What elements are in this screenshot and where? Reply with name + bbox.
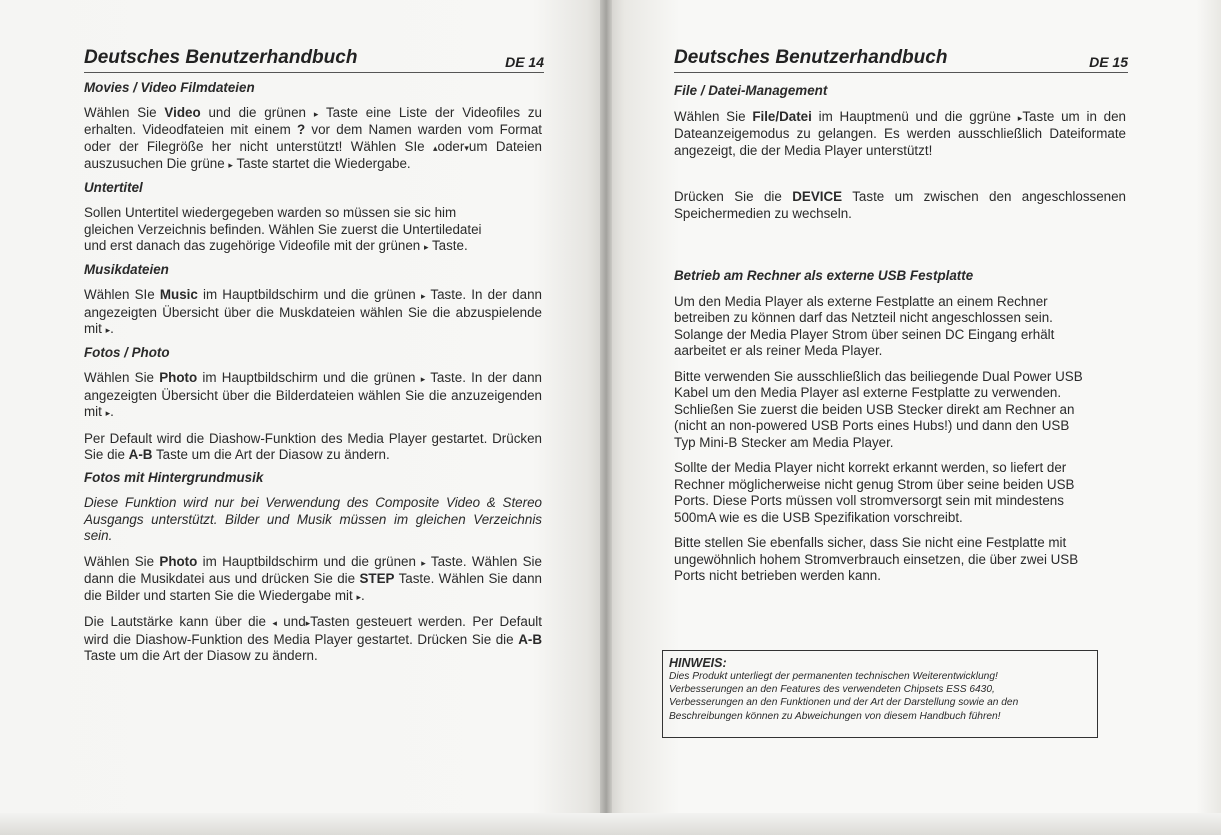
right-arrow-icon: ▸ — [420, 291, 426, 301]
left-header-title: Deutsches Benutzerhandbuch — [84, 47, 358, 68]
paragraph-device: Drücken Sie die DEVICE Taste um zwischen den angeschlossenen Speichermedien zu wechseln. — [674, 189, 1127, 221]
bottom-page-edge — [0, 813, 1221, 835]
right-arrow-icon: ▸ — [105, 408, 111, 418]
right-arrow-icon: ▸ — [105, 325, 111, 335]
left-page-header — [84, 46, 544, 73]
right-arrow-icon: ▸ — [421, 557, 426, 568]
paragraph-photo-music-note: Diese Funktion wird nur bei Verwendung des Composite Video & Stereo Ausgangs unterstützt. Bilder und Musik müssen im gleichen Verzeichnis sein. — [84, 495, 542, 543]
paragraph-volume: Die Lautstärke kann über die ◂ und▸Tasten gesteuert werden. Per Default wird die Diashow-Funktion des Media Player gestartet. Drücken Sie die A-B Taste um die Art der Diasow zu ändern. — [84, 614, 542, 663]
section-title-usb: Betrieb am Rechner als externe USB Festplatte — [674, 268, 974, 283]
note-text: Dies Produkt unterliegt der permanenten technischen Weiterentwicklung! Verbesserungen an den Features des verwendeten Chipsets ESS 6430, Verbesserungen an den Funktionen und der Art der Darstellung sowie an den Beschreibungen können zu Abweichungen von diesem Handbuch führen! — [669, 671, 1019, 722]
right-page-number: DE 15 — [1089, 54, 1128, 70]
paragraph-photos: Wählen Sie Photo im Hauptbildschirm und die grünen ▸ Taste. In der dann angezeigten Übersicht über die Bilderdateien wählen Sie die anzuzeigenden mit ▸. — [84, 370, 542, 419]
paragraph-subtitles: Sollen Untertitel wiedergegeben warden so müssen sie sic him gleichen Verzeichnis befinden. Wählen Sie zuerst die Untertiledatei und erst danach das zugehörige Videofile mit der grünen ▸ Taste. — [84, 205, 482, 253]
paragraph-photos-default: Per Default wird die Diashow-Funktion des Media Player gestartet. Drücken Sie die A-B Taste um die Art der Diasow zu ändern. — [84, 430, 542, 462]
paragraph-movies: Wählen Sie Video und die grünen ▸ Taste eine Liste der Videofiles zu erhalten. Videodfateien mit einem ? vor dem Namen warden vom Format oder der Filegröße her nicht unterstützt! Wählen SIe ▴oder▾um Dateien auszusuchen Die grüne ▸ Taste startet die Wiedergabe. — [84, 104, 542, 171]
down-arrow-icon: ▾ — [464, 142, 469, 153]
right-header-title: Deutsches Benutzerhandbuch — [674, 47, 948, 68]
paragraph-usb-4: Bitte stellen Sie ebenfalls sicher, dass Sie nicht eine Festplatte mit ungewöhnlich hohem Stromverbrauch einsetzen, die über zwei USB Ports nicht betrieben werden kann. — [674, 535, 1079, 583]
section-title-file-management: File / Datei-Management — [674, 83, 828, 98]
paragraph-file-management: Wählen Sie File/Datei im Hauptmenü und die ggrüne ▸Taste um in den Dateanzeigemodus zu gelangen. Es werden ausschließlich Dateiformate angezeigt, die der Media Player unterstützt! — [674, 108, 1127, 158]
left-arrow-icon: ◂ — [272, 618, 277, 628]
right-arrow-icon: ▸ — [423, 242, 429, 252]
right-arrow-icon: ▸ — [228, 160, 233, 170]
paragraph-photo-music: Wählen Sie Photo im Hauptbildschirm und die grünen ▸ Taste. Wählen Sie dann die Musikdatei aus und drücken Sie die STEP Taste. Wählen Sie dann die Bilder und starten Sie die Wiedergabe mit ▸. — [84, 553, 542, 603]
note-title: HINWEIS: — [669, 656, 727, 670]
section-title-photos: Fotos / Photo — [84, 344, 170, 360]
right-arrow-icon: ▸ — [313, 108, 319, 119]
book-gutter — [600, 0, 612, 835]
right-arrow-icon: ▸ — [1017, 112, 1023, 123]
section-title-movies: Movies / Video Filmdateien — [84, 80, 255, 95]
left-page-number: DE 14 — [505, 54, 544, 70]
right-arrow-icon: ▸ — [356, 591, 361, 602]
up-arrow-icon: ▴ — [433, 142, 438, 153]
left-page-body — [84, 80, 542, 665]
paragraph-music: Wählen SIe Music im Hauptbildschirm und die grünen ▸ Taste. In der dann angezeigten Übersicht über die Muskdateien wählen Sie die abzuspielende mit ▸. — [84, 287, 542, 336]
section-title-subtitles: Untertitel — [84, 179, 143, 195]
paragraph-usb-1: Um den Media Player als externe Festplatte an einem Rechner betreiben zu können darf das Netzteil nicht angeschlossen sein. Solange der Media Player Strom über seinen DC Eingang erhält aarbeitet er als reiner Meda Player. — [674, 293, 1055, 358]
note-box — [662, 650, 1098, 738]
right-arrow-icon: ▸ — [305, 618, 311, 628]
section-title-photo-music: Fotos mit Hintergrundmusik — [84, 469, 264, 485]
section-title-music: Musikdateien — [84, 261, 169, 277]
paragraph-usb-3: Sollte der Media Player nicht korrekt erkannt werden, so liefert der Rechner möglicherweise nicht genug Strom über seine beiden USB Ports. Diese Ports müssen voll stromversorgt sein mit mindestens 500mA wie es die USB Spezifikation vorschreibt. — [674, 460, 1075, 525]
right-arrow-icon: ▸ — [420, 374, 426, 384]
right-page-header — [674, 46, 1128, 73]
right-page-body — [674, 83, 1126, 585]
paragraph-usb-2: Bitte verwenden Sie ausschließlich das beiliegende Dual Power USB Kabel um den Media Player asl externe Festplatte zu verwenden. Schließen Sie zuerst die beiden USB Stecker direkt am Rechner an (nicht an non-powered USB Ports eines Hubs!) und dann den USB Typ Mini-B Stecker am Media Player. — [674, 368, 1083, 450]
